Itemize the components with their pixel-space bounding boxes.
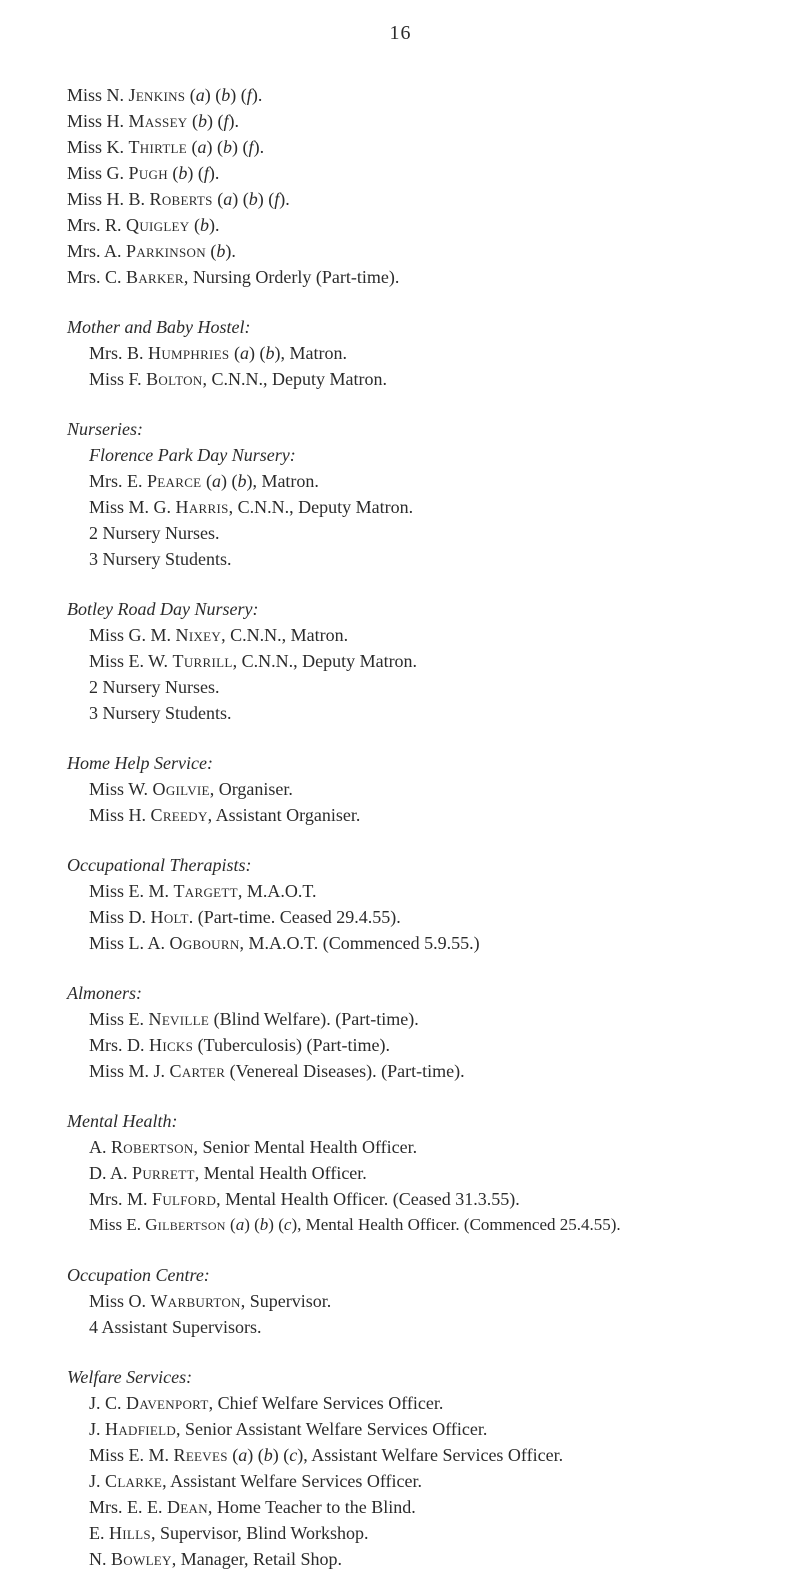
list-item: E. Hills, Supervisor, Blind Workshop.: [89, 1523, 369, 1543]
list-item: Miss O. Warburton, Supervisor.: [89, 1291, 332, 1311]
list-item: D. A. Purrett, Mental Health Officer.: [89, 1163, 367, 1183]
list-item: Miss F. Bolton, C.N.N., Deputy Matron.: [89, 369, 388, 389]
list-item: Mrs. E. Pearce (a) (b), Matron.: [89, 471, 319, 491]
list-item: Miss E. M. Targett, M.A.O.T.: [89, 881, 317, 901]
list-item: Mrs. C. Barker, Nursing Orderly (Part-time).: [67, 267, 400, 287]
list-item: 4 Assistant Supervisors.: [89, 1317, 262, 1337]
list-item: J. C. Davenport, Chief Welfare Services Officer.: [89, 1393, 444, 1413]
section-almoners: [67, 980, 801, 1084]
staff-list: [67, 82, 801, 1572]
list-item: 3 Nursery Students.: [89, 703, 232, 723]
list-item: Miss H. Massey (b) (f).: [67, 111, 240, 131]
list-item: 3 Nursery Students.: [89, 549, 232, 569]
list-item: Miss E. Gilbertson (a) (b) (c), Mental Health Officer. (Commenced 25.4.55).: [89, 1215, 621, 1234]
list-item: Mrs. B. Humphries (a) (b), Matron.: [89, 343, 347, 363]
list-item: Miss H. Creedy, Assistant Organiser.: [89, 805, 361, 825]
section-heading: Mental Health:: [67, 1111, 178, 1131]
section-welfare-services: [67, 1364, 801, 1572]
section-heading: Botley Road Day Nursery:: [67, 599, 259, 619]
section-heading: Nurseries:: [67, 419, 143, 439]
list-item: 2 Nursery Nurses.: [89, 677, 220, 697]
section-home-help: [67, 750, 801, 828]
list-item: Miss K. Thirtle (a) (b) (f).: [67, 137, 265, 157]
list-item: 2 Nursery Nurses.: [89, 523, 220, 543]
list-item: Miss D. Holt. (Part-time. Ceased 29.4.55).: [89, 907, 401, 927]
section-botley: [67, 596, 801, 726]
list-item: N. Bowley, Manager, Retail Shop.: [89, 1549, 342, 1569]
section-mother-baby: [67, 314, 801, 392]
section-heading: Mother and Baby Hostel:: [67, 317, 251, 337]
list-item: Mrs. A. Parkinson (b).: [67, 241, 236, 261]
section-heading: Occupational Therapists:: [67, 855, 252, 875]
list-item: Miss L. A. Ogbourn, M.A.O.T. (Commenced 5.9.55.): [89, 933, 480, 953]
list-item: Miss E. Neville (Blind Welfare). (Part-time).: [89, 1009, 419, 1029]
list-item: Miss H. B. Roberts (a) (b) (f).: [67, 189, 290, 209]
list-item: Mrs. R. Quigley (b).: [67, 215, 220, 235]
list-item: Miss G. M. Nixey, C.N.N., Matron.: [89, 625, 349, 645]
list-item: A. Robertson, Senior Mental Health Officer.: [89, 1137, 418, 1157]
section-occupation-centre: [67, 1262, 801, 1340]
list-item: Miss E. W. Turrill, C.N.N., Deputy Matron.: [89, 651, 418, 671]
list-item: Miss G. Pugh (b) (f).: [67, 163, 220, 183]
list-item: Mrs. D. Hicks (Tuberculosis) (Part-time).: [89, 1035, 390, 1055]
list-item: Mrs. M. Fulford, Mental Health Officer. (Ceased 31.3.55).: [89, 1189, 520, 1209]
section-occupational-therapists: [67, 852, 801, 956]
intro-list: [67, 82, 801, 290]
list-item: J. Clarke, Assistant Welfare Services Officer.: [89, 1471, 422, 1491]
section-heading: Welfare Services:: [67, 1367, 193, 1387]
page-number: 16: [389, 22, 412, 44]
section-heading: Almoners:: [67, 983, 142, 1003]
section-nurseries: [67, 416, 801, 572]
list-item: Miss M. G. Harris, C.N.N., Deputy Matron.: [89, 497, 414, 517]
list-item: Miss N. Jenkins (a) (b) (f).: [67, 85, 263, 105]
section-heading: Home Help Service:: [67, 753, 213, 773]
sub-heading: Florence Park Day Nursery:: [89, 445, 296, 465]
section-heading: Occupation Centre:: [67, 1265, 210, 1285]
list-item: Miss M. J. Carter (Venereal Diseases). (Part-time).: [89, 1061, 465, 1081]
list-item: Miss E. M. Reeves (a) (b) (c), Assistant Welfare Services Officer.: [89, 1445, 564, 1465]
list-item: Miss W. Ogilvie, Organiser.: [89, 779, 293, 799]
list-item: J. Hadfield, Senior Assistant Welfare Services Officer.: [89, 1419, 488, 1439]
section-mental-health: [67, 1108, 801, 1238]
list-item: Mrs. E. E. Dean, Home Teacher to the Blind.: [89, 1497, 416, 1517]
